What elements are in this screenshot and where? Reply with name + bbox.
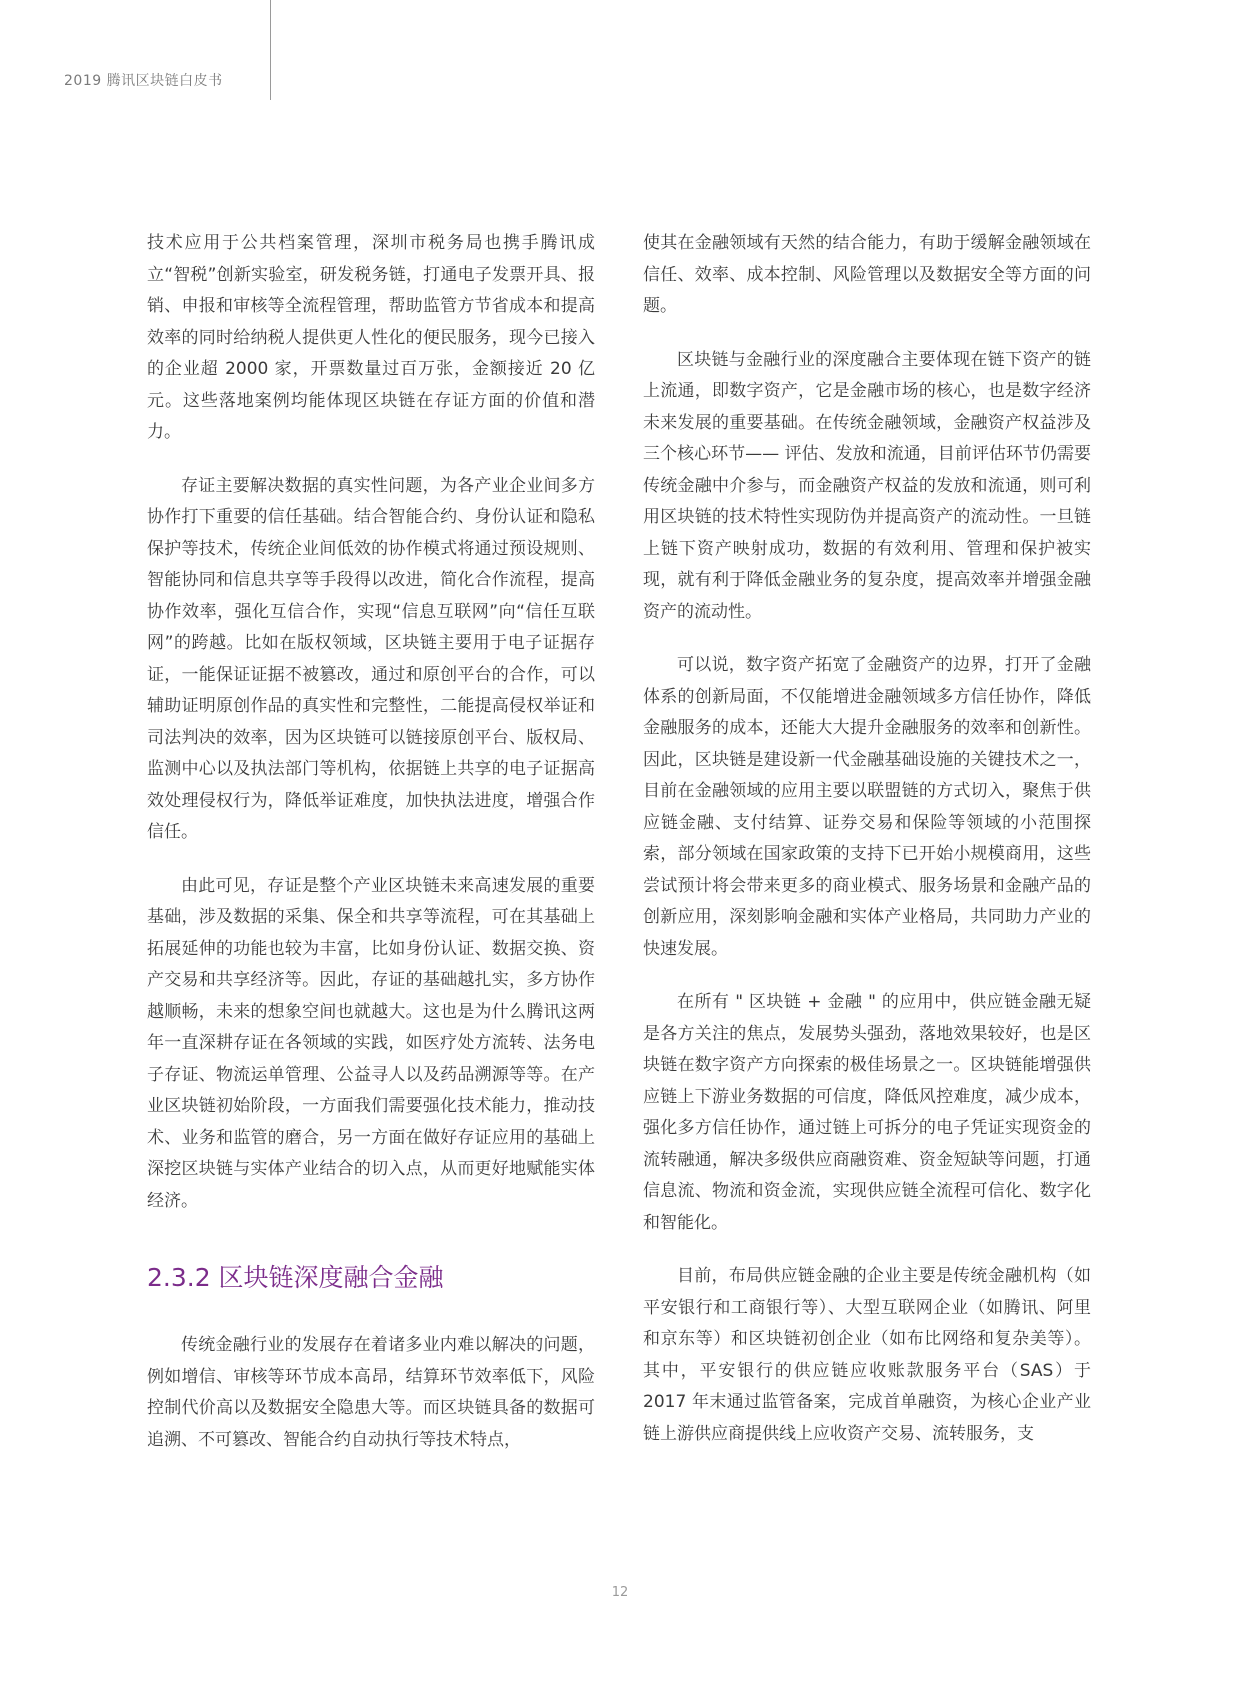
header-divider <box>270 0 271 100</box>
paragraph-left-2: 存证主要解决数据的真实性问题，为各产业企业间多方协作打下重要的信任基础。结合智能合约、身份认证和隐私保护等技术，传统企业间低效的协作模式将通过预设规则、智能协同和信息共享等手段得以改进，简化合作流程，提高协作效率，强化互信合作，实现“信息互联网”向“信任互联网”的跨越。比如在版权领域，区块链主要用于电子证据存证，一能保证证据不被篡改，通过和原创平台的合作，可以辅助证明原创作品的真实性和完整性，二能提高侵权举证和司法判决的效率，因为区块链可以链接原创平台、版权局、监测中心以及执法部门等机构，依据链上共享的电子证据高效处理侵权行为，降低举证难度，加快执法进度，增强合作信任。 <box>147 475 595 842</box>
paragraph-left-1: 技术应用于公共档案管理，深圳市税务局也携手腾讯成立“智税”创新实验室，研发税务链，打通电子发票开具、报销、申报和审核等全流程管理，帮助监管方节省成本和提高效率的同时给纳税人提供更人性化的便民服务，现今已接入的企业超 2000 家，开票数量过百万张，金额接近 20 亿元。这些落地案例均能体现区块链在存证方面的价值和潜力。 <box>147 233 595 442</box>
left-column <box>147 228 595 1456</box>
page-number: 12 <box>611 1585 629 1600</box>
paragraph-right-5: 目前，布局供应链金融的企业主要是传统金融机构（如平安银行和工商银行等）、大型互联网企业（如腾讯、阿里和京东等）和区块链初创企业（如布比网络和复杂美等）。其中，平安银行的供应链应收账款服务平台（SAS）于 2017 年末通过监管备案，完成首单融资，为核心企业产业链上游供应商提供线上应收资产交易、流转服务，支 <box>643 1266 1091 1444</box>
paragraph-right-1: 使其在金融领域有天然的结合能力，有助于缓解金融领域在信任、效率、成本控制、风险管理以及数据安全等方面的问题。 <box>643 233 1091 316</box>
paragraph-left-3: 由此可见，存证是整个产业区块链未来高速发展的重要基础，涉及数据的采集、保全和共享等流程，可在其基础上拓展延伸的功能也较为丰富，比如身份认证、数据交换、资产交易和共享经济等。因此，存证的基础越扎实，多方协作越顺畅，未来的想象空间也就越大。这也是为什么腾讯这两年一直深耕存证在各领域的实践，如医疗处方流转、法务电子存证、物流运单管理、公益寻人以及药品溯源等等。在产业区块链初始阶段，一方面我们需要强化技术能力，推动技术、业务和监管的磨合，另一方面在做好存证应用的基础上深挖区块链与实体产业结合的切入点，从而更好地赋能实体经济。 <box>147 875 595 1211</box>
section-heading: 2.3.2 区块链深度融合金融 <box>147 1263 444 1292</box>
paragraph-right-4: 在所有 " 区块链 + 金融 " 的应用中，供应链金融无疑是各方关注的焦点，发展势头强劲，落地效果较好，也是区块链在数字资产方向探索的极佳场景之一。区块链能增强供应链上下游业务数据的可信度，降低风控难度，减少成本，强化多方信任协作，通过链上可拆分的电子凭证实现资金的流转融通，解决多级供应商融资难、资金短缺等问题，打通信息流、物流和资金流，实现供应链全流程可信化、数字化和智能化。 <box>643 992 1091 1233</box>
right-column <box>643 228 1091 1450</box>
paragraph-left-4: 传统金融行业的发展存在着诸多业内难以解决的问题，例如增信、审核等环节成本高昂，结算环节效率低下，风险控制代价高以及数据安全隐患大等。而区块链具备的数据可追溯、不可篡改、智能合约自动执行等技术特点， <box>147 1335 595 1450</box>
paragraph-right-3: 可以说，数字资产拓宽了金融资产的边界，打开了金融体系的创新局面，不仅能增进金融领域多方信任协作，降低金融服务的成本，还能大大提升金融服务的效率和创新性。因此，区块链是建设新一代金融基础设施的关键技术之一，目前在金融领域的应用主要以联盟链的方式切入，聚焦于供应链金融、支付结算、证券交易和保险等领域的小范围探索，部分领域在国家政策的支持下已开始小规模商用，这些尝试预计将会带来更多的商业模式、服务场景和金融产品的创新应用，深刻影响金融和实体产业格局，共同助力产业的快速发展。 <box>643 655 1091 959</box>
paragraph-right-2: 区块链与金融行业的深度融合主要体现在链下资产的链上流通，即数字资产，它是金融市场的核心，也是数字经济未来发展的重要基础。在传统金融领域，金融资产权益涉及三个核心环节—— 评估、发放和流通，目前评估环节仍需要传统金融中介参与，而金融资产权益的发放和流通，则可利用区块链的技术特性实现防伪并提高资产的流动性。一旦链上链下资产映射成功，数据的有效利用、管理和保护被实现，就有利于降低金融业务的复杂度，提高效率并增强金融资产的流动性。 <box>643 349 1091 622</box>
document-header-title: 2019 腾讯区块链白皮书 <box>64 73 223 89</box>
